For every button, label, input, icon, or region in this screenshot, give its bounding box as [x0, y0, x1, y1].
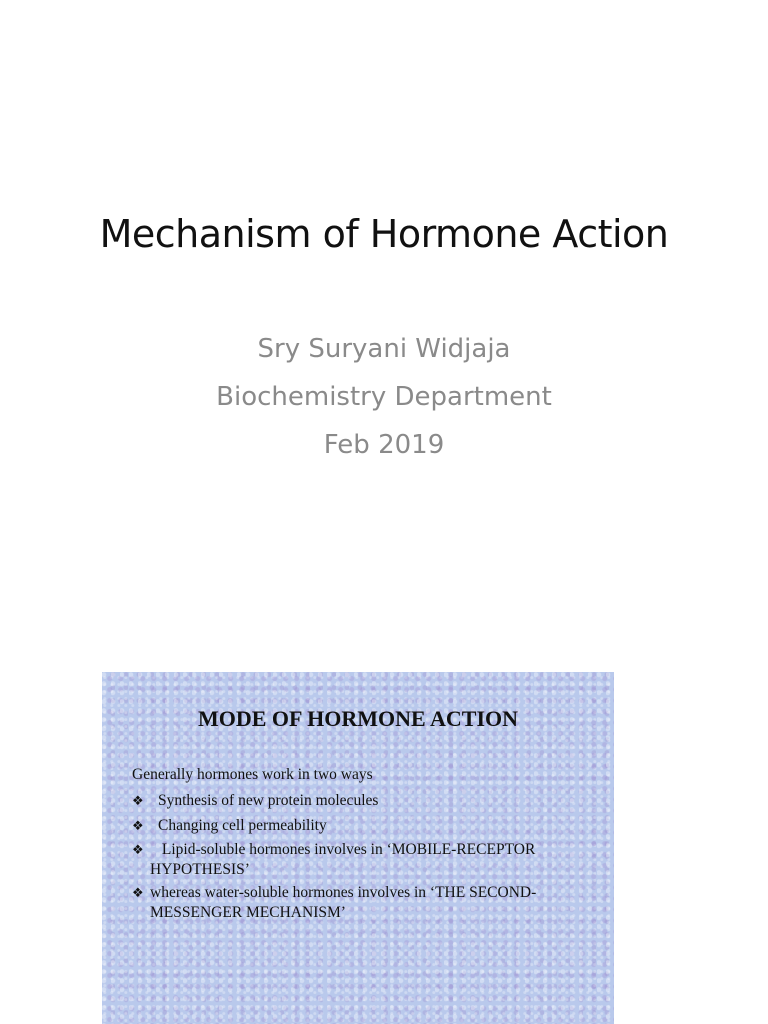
presentation-date: Feb 2019	[323, 430, 445, 460]
intro-text: Generally hormones work in two ways	[132, 766, 373, 783]
bullet-text-continued: MESSENGER MECHANISM’	[150, 904, 346, 921]
bullet-text: Synthesis of new protein molecules	[158, 792, 379, 809]
bullet-diamond-icon: ❖	[132, 843, 144, 858]
bullet-diamond-icon: ❖	[132, 886, 144, 901]
bullet-text: Lipid-soluble hormones involves in ‘MOBILE-RECEPTOR	[158, 841, 536, 858]
bullet-text: whereas water-soluble hormones involves in ‘THE SECOND-	[150, 884, 537, 901]
slide-title: Mechanism of Hormone Action	[99, 212, 669, 256]
bullet-text-continued: HYPOTHESIS’	[150, 861, 250, 878]
bullet-item	[132, 840, 592, 879]
author-name: Sry Suryani Widjaja	[257, 334, 511, 364]
bullet-diamond-icon: ❖	[132, 819, 144, 834]
bullet-item	[132, 883, 592, 922]
department-name: Biochemistry Department	[216, 382, 552, 412]
bullet-item	[132, 816, 592, 836]
bullet-item	[132, 791, 592, 811]
bullet-text: Changing cell permeability	[158, 817, 327, 834]
bullet-diamond-icon: ❖	[132, 794, 144, 809]
mode-of-hormone-action-slide	[102, 672, 614, 1024]
slide2-title: MODE OF HORMONE ACTION	[197, 706, 519, 731]
